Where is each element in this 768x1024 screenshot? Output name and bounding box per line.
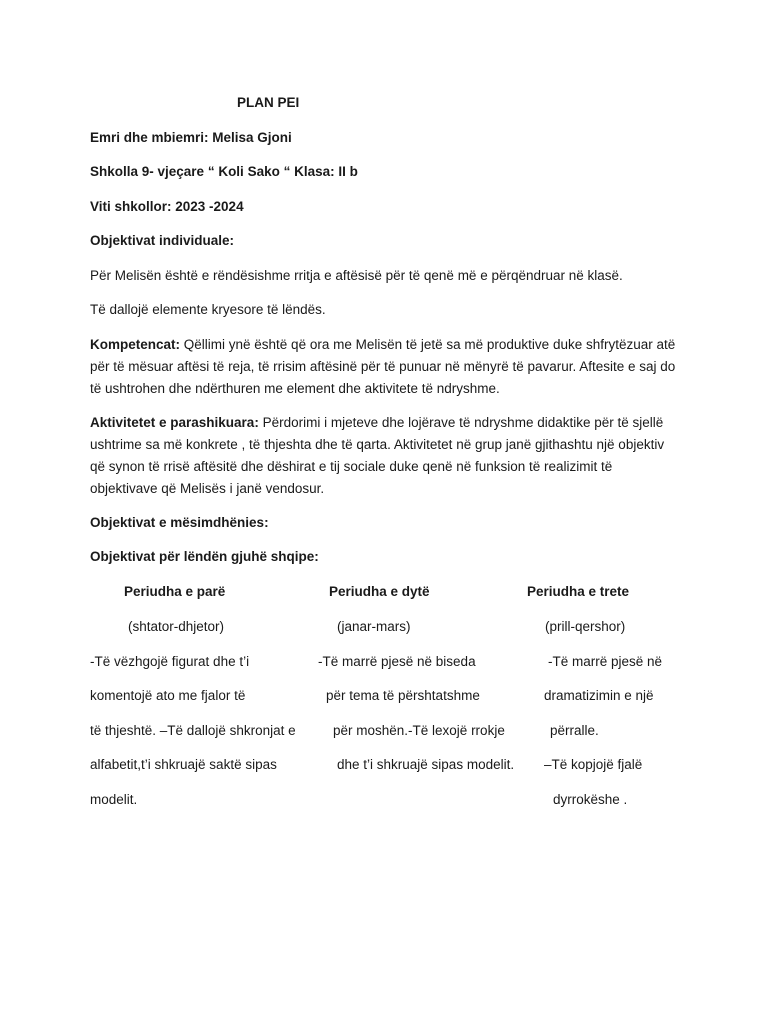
teaching-objectives-heading: Objektivat e mësimdhënies: bbox=[90, 515, 269, 530]
period-1-line-3: të thjeshtë. –Të dallojë shkronjat e bbox=[90, 723, 296, 738]
period-1-title: Periudha e parë bbox=[124, 584, 226, 599]
period-2-line-4: dhe t’i shkruajë sipas modelit. bbox=[337, 757, 515, 772]
period-2-line-1: -Të marrë pjesë në biseda bbox=[318, 654, 476, 669]
activities-paragraph bbox=[90, 412, 676, 500]
period-2-line-3: për moshën.-Të lexojë rrokje bbox=[333, 723, 505, 738]
activities-label: Aktivitetet e parashikuara: bbox=[90, 415, 259, 430]
period-1-line-5: modelit. bbox=[90, 792, 138, 807]
competences-paragraph bbox=[90, 334, 676, 400]
period-1-months: (shtator-dhjetor) bbox=[128, 619, 225, 634]
period-1-line-2: komentojë ato me fjalor të bbox=[90, 688, 246, 703]
period-3-line-3: përralle. bbox=[550, 723, 599, 738]
period-1-line-1: -Të vëzhgojë figurat dhe t’i bbox=[90, 654, 250, 669]
individual-objective-1: Për Melisën është e rëndësishme rritja e aftësisë për të qenë më e përqëndruar në klasë. bbox=[90, 268, 623, 283]
individual-objective-2: Të dallojë elemente kryesore të lëndës. bbox=[90, 302, 326, 317]
period-3-line-2: dramatizimin e një bbox=[544, 688, 654, 703]
period-3-title: Periudha e trete bbox=[527, 584, 630, 599]
competences-label: Kompetencat: bbox=[90, 337, 181, 352]
school-class: Shkolla 9- vjeçare “ Koli Sako “ Klasa: II b bbox=[90, 164, 358, 179]
period-3-months: (prill-qershor) bbox=[545, 619, 626, 634]
period-3-line-4: –Të kopjojë fjalë bbox=[544, 757, 643, 772]
period-2-line-2: për tema të përshtatshme bbox=[326, 688, 480, 703]
student-name: Emri dhe mbiemri: Melisa Gjoni bbox=[90, 130, 292, 145]
competences-text: Qëllimi ynë është që ora me Melisën të jetë sa më produktive duke shfrytëzuar atë për të mësuar aftësi të reja, të rrisim aftësinë për të punuar në mënyrë të pavarur. Aftesite e saj do të ushtrohen dhe ndërthuren me element dhe aktivitete të ndryshme. bbox=[90, 337, 676, 396]
individual-objectives-heading: Objektivat individuale: bbox=[90, 233, 235, 248]
activities-text: Përdorimi i mjeteve dhe lojërave të ndryshme didaktike për të sjellë ushtrime sa më konkrete , të thjeshta dhe të qarta. Aktivitetet në grup janë gjithashtu një objektiv që synon të rrisë aftësitë dhe dëshirat e tij sociale duke qenë në funksion të realizimit të objektivave që Melisës i janë vendosur. bbox=[90, 415, 665, 496]
period-3-line-1: -Të marrë pjesë në bbox=[548, 654, 663, 669]
period-2-title: Periudha e dytë bbox=[329, 584, 430, 599]
language-objectives-heading: Objektivat për lëndën gjuhë shqipe: bbox=[90, 549, 319, 564]
period-3-line-5: dyrrokëshe . bbox=[553, 792, 628, 807]
period-1-line-4: alfabetit,t’i shkruajë saktë sipas bbox=[90, 757, 277, 772]
document-title: PLAN PEI bbox=[237, 95, 300, 110]
period-2-months: (janar-mars) bbox=[337, 619, 411, 634]
school-year: Viti shkollor: 2023 -2024 bbox=[90, 199, 244, 214]
